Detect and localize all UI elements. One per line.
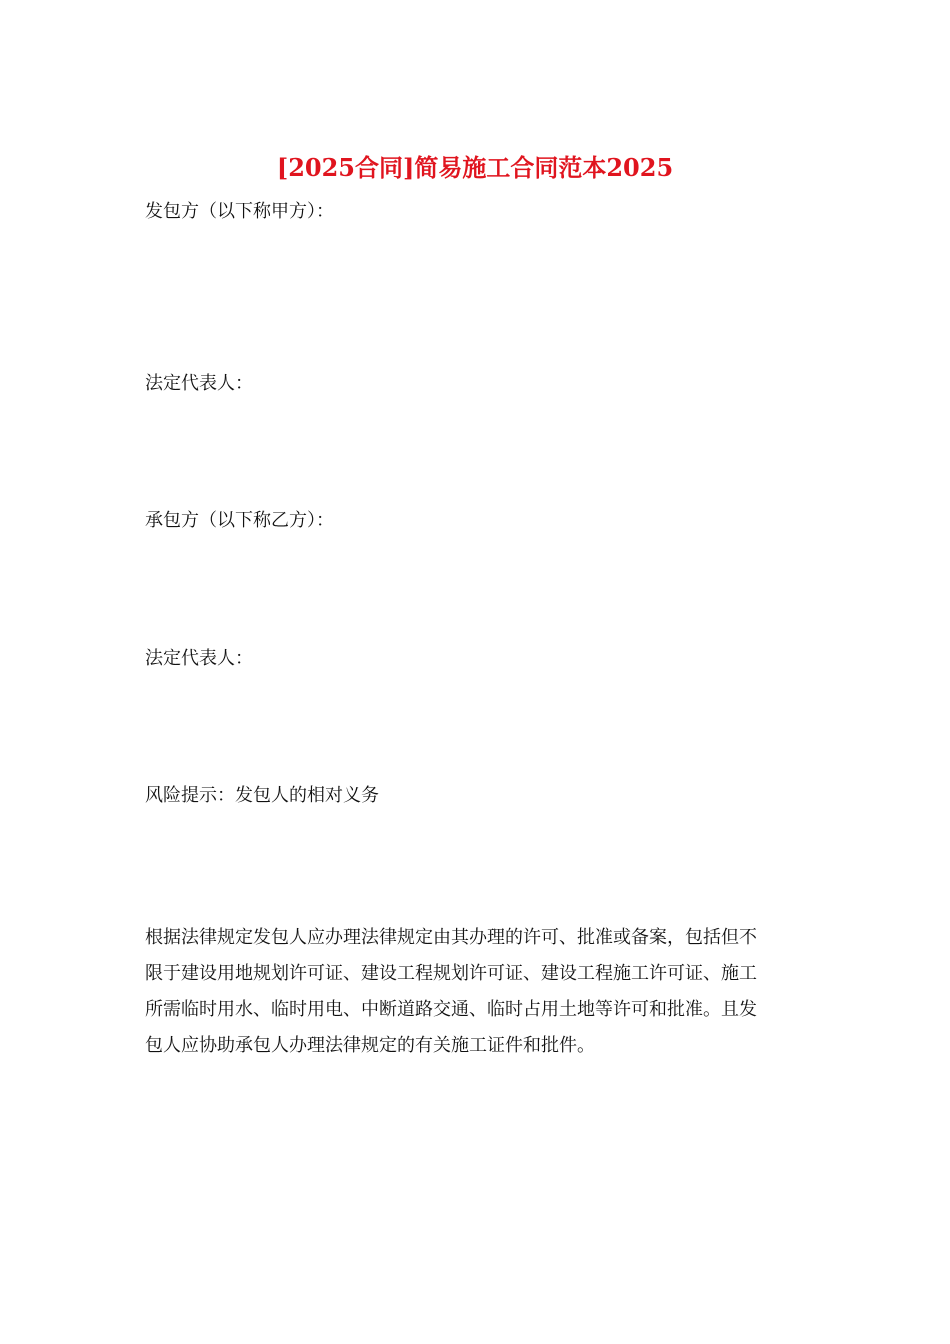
employer-label: 发包方（以下称甲方）： (145, 201, 334, 222)
risk-paragraph-line: 包人应协助承包人办理法律规定的有关施工证件和批件。 (145, 1035, 595, 1056)
employer-representative-label: 法定代表人： (145, 373, 253, 394)
risk-paragraph (145, 920, 800, 1064)
document-title: [2025合同]简易施工合同范本2025 (276, 153, 674, 182)
risk-paragraph-line: 根据法律规定发包人应办理法律规定由其办理的许可、批准或备案，包括但不 (145, 927, 757, 948)
risk-heading: 风险提示：发包人的相对义务 (145, 785, 379, 806)
risk-paragraph-line: 限于建设用地规划许可证、建设工程规划许可证、建设工程施工许可证、施工 (145, 963, 757, 984)
risk-paragraph-line: 所需临时用水、临时用电、中断道路交通、临时占用土地等许可和批准。且发 (145, 999, 757, 1020)
contractor-representative-label: 法定代表人： (145, 648, 253, 669)
contractor-label: 承包方（以下称乙方）： (145, 510, 334, 531)
